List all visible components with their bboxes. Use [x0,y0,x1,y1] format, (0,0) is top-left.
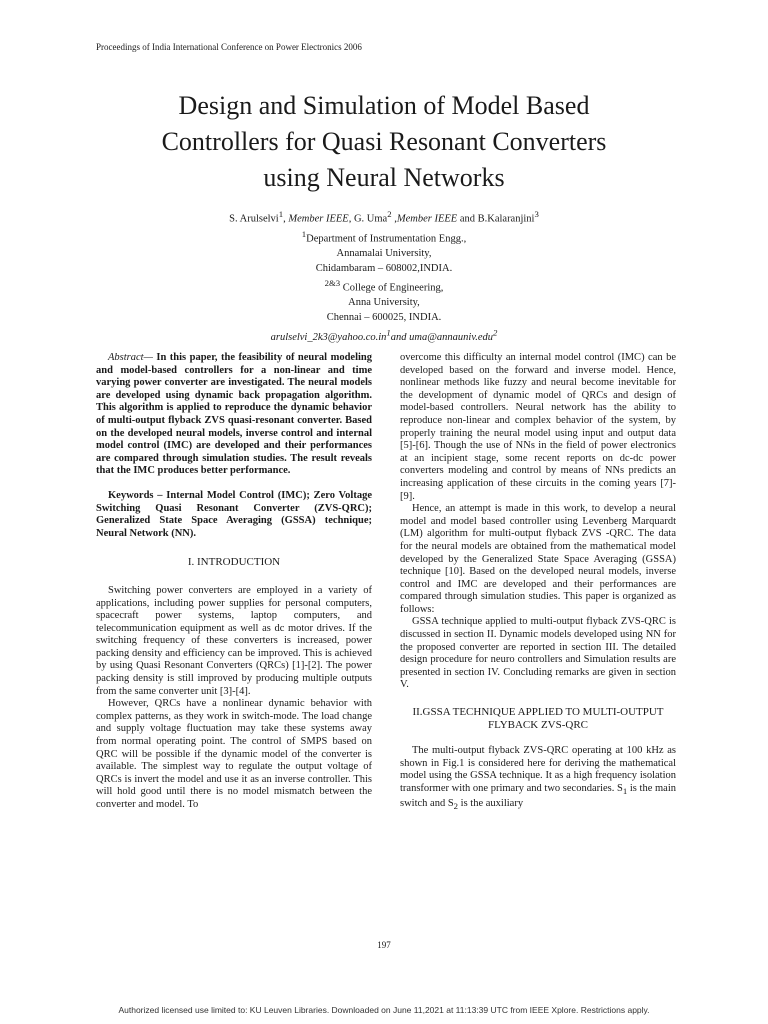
right-paragraph-1: overcome this difficulty an internal model control (IMC) can be developed based on the forward and inverse model. Hence, nonlinear methods like fuzzy and neural become inevitable for the development of dynamic model of QRCs and design of model-based controllers. Neural network has the ability to reproduce non-linear and complex behavior of the system, by properly training the neural model using input and output data [5]-[6]. Though the use of NNs in the field of power electronics at an incipient stage, some recent reports on dc-dc power converters modeling and control by means of NNs predicts an increasing application of these circuits in the coming years [7]-[9]. [400,352,676,502]
keywords: Keywords – Internal Model Control (IMC); Zero Voltage Switching Quasi Resonant Converter (ZVS-QRC); Generalized State Space Averaging (GSSA) technique; Neural Network (NN). [96,489,372,539]
paper-title [0,88,768,196]
title-line-3: using Neural Networks [263,163,505,192]
affiliation-dept: $^1$Department of Instrumentation Engg., [301,229,467,245]
section2-paragraph-1: The multi-output flyback ZVS-QRC operating at 100 kHz as shown in Fig.1 is considered here for deriving the mathematical model using the GSSA technique. It as a high frequency isolation transformer with one primary and two secondaries. $S_1$ is the main switch and $S_2$ is the auxiliary [400,745,676,811]
author-emails: $arulselvi\_2k3@yahoo.co.in^1and$ uma@annauniv.edu$^2$ [270,327,498,343]
intro-heading: I. INTRODUCTION [187,556,281,569]
affiliation-univ1: Annamalai University, [336,248,432,259]
license-footer: Authorized licensed use limited to: KU Leuven Libraries. Downloaded on June 11,2021 at 11:13:39 UTC from IEEE Xplore. Restrictions apply. [118,1005,650,1015]
author-block [0,207,768,345]
affiliation-college: $^{2\&3}$ College of Engineering, [324,278,444,294]
affiliation-city2: Chennai – 600025, INDIA. [326,311,442,323]
affiliation-city1: Chidambaram – 608002,INDIA. [315,262,453,274]
right-column [400,352,676,812]
title-line-2: Controllers for Quasi Resonant Converters [161,127,607,156]
conference-header: Proceedings of India International Conference on Power Electronics 2006 [96,42,362,52]
right-paragraph-3: GSSA technique applied to multi-output flyback ZVS-QRC is discussed in section II. Dynamic models developed using NN for the proposed converter are reported in section III. The detailed design procedure for neuro controllers and Simulation results are presented in section IV. Concluding remarks are given in section V. [400,616,676,691]
title-line-1: Design and Simulation of Model Based [178,91,590,120]
right-paragraph-2: Hence, an attempt is made in this work, to develop a neural model and model based controller using Levenberg Marquardt (LM) algorithm for multi-output flyback ZVS -QRC. The data for the neural models are obtained from the mathematical model developed by the Generalized State Space Averaging (GSSA) technique [10]. Based on the developed neural models, inverse control and IMC are developed and their performances are compared through simulation studies. This paper is organized as follows: [400,503,676,615]
page-number: 197 [377,940,391,950]
left-column [96,352,372,812]
intro-paragraph-1: Switching power converters are employed in a variety of applications, including power supplies for personal computers, spacecraft power systems, laptop computers, and telecommunication equipment as well as dc motor drives. If the switching frequency of these converters is increased, power packing density and efficiency can be improved. This is achieved by using Quasi Resonant Converters (QRCs) [1]-[2]. The power packing density is still improved by producing multiple outputs from the same converter unit [3]-[4]. [96,584,372,697]
affiliation-univ2: Anna University, [348,297,420,308]
section2-heading: II.GSSA TECHNIQUE APPLIED TO MULTI-OUTPUT FLYBACK ZVS-QRC [412,706,664,731]
abstract: Abstract— In this paper, the feasibility of neural modeling and model-based controllers for a non-linear and time varying power converter are investigated. The neural models are developed using dynamic back propagation algorithm. This algorithm is applied to reproduce the dynamic behavior of multi-output flyback ZVS quasi-resonant converter. Based on the developed neural models, inverse control and internal model control (IMC) are developed and their performances are compared through simulation studies. The result reveals that the IMC produces better performance. [96,352,372,477]
intro-paragraph-2: However, QRCs have a nonlinear dynamic behavior with complex patterns, as they work in switch-mode. The load change and supply voltage fluctuation may take these systems away from normal operating point. The control of SMPS based on QRC will be possible if the dynamic model of the converter is available. The simplest way to regulate the output voltage of QRCs is invert the model and use it as an inverse controller. This will hold good until there is no model mismatch between the converter and model. To [96,698,372,810]
author-names: S. Arulselvi$^1$, Member IEEE, G. Uma$^2$ ,Member IEEE and B.Kalaranjini$^3$ [229,209,539,225]
